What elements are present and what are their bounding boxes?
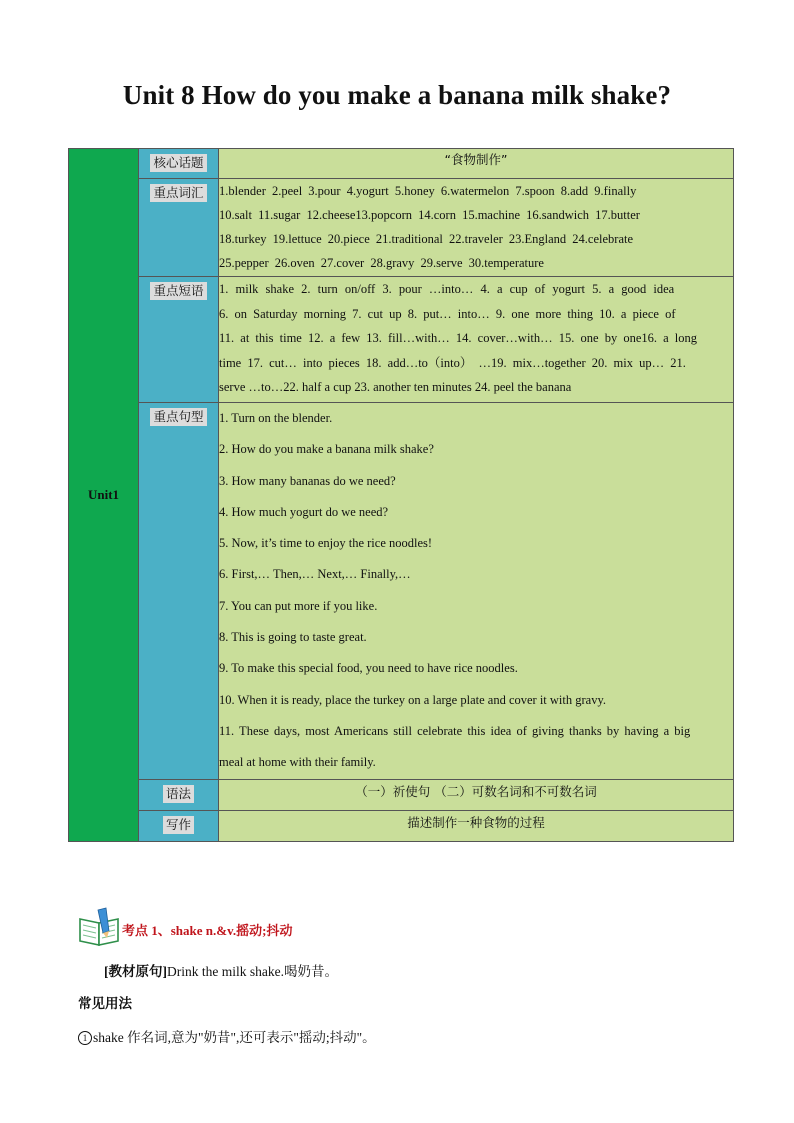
grammar-text: （一）祈使句 （二）可数名词和不可数名词 xyxy=(355,783,597,799)
label-sentences xyxy=(139,403,219,780)
vocab-line: 25.pepper 26.oven 27.cover 28.gravy 29.serve 30.temperature xyxy=(219,256,544,270)
phrase-line: 1. milk shake 2. turn on/off 3. pour …into… 4. a cup of yogurt 5. a good idea xyxy=(219,282,675,296)
sentences-content xyxy=(219,403,734,780)
label-writing-text: 写作 xyxy=(163,816,194,834)
writing-content xyxy=(219,810,734,841)
phrase-line: serve …to…22. half a cup 23. another ten minutes 24. peel the banana xyxy=(219,380,572,395)
sentence-item: 6. First,… Then,… Next,… Finally,… xyxy=(219,567,411,582)
sentence-item: 9. To make this special food, you need to have rice noodles. xyxy=(219,661,518,676)
label-phrases xyxy=(139,277,219,403)
circled-number: 1 xyxy=(78,1031,92,1045)
phrase-line: 6. on Saturday morning 7. cut up 8. put… into… 9. one more thing 10. a piece of xyxy=(219,306,676,321)
page-title: Unit 8 How do you make a banana milk shake? xyxy=(122,80,672,110)
label-topic-text: 核心话题 xyxy=(150,154,206,172)
grammar-content xyxy=(219,779,734,810)
original-label: [教材原句] xyxy=(104,964,167,979)
vocab-line: 10.salt 11.sugar 12.cheese13.popcorn 14.corn 15.machine 16.sandwich 17.butter xyxy=(219,208,640,222)
unit-cell xyxy=(69,149,139,842)
sentence-item: 2. How do you make a banana milk shake? xyxy=(219,442,434,457)
label-sentences-text: 重点句型 xyxy=(150,408,206,426)
usage-text: shake 作名词,意为"奶昔",还可表示"摇动;抖动"。 xyxy=(93,1030,376,1045)
usage-item xyxy=(78,1026,376,1046)
summary-table xyxy=(68,148,734,842)
topic-content xyxy=(219,149,734,179)
phrases-content xyxy=(219,277,734,403)
sentence-item: 10. When it is ready, place the turkey on a large plate and cover it with gravy. xyxy=(219,692,607,707)
sentence-item: 7. You can put more if you like. xyxy=(219,598,378,613)
label-grammar-text: 语法 xyxy=(163,785,194,803)
original-text: Drink the milk shake.喝奶昔。 xyxy=(167,964,338,979)
kaodian-title: 考点 1、shake n.&v.摇动;抖动 xyxy=(122,923,293,938)
label-phrases-text: 重点短语 xyxy=(150,282,206,300)
sentence-item: 3. How many bananas do we need? xyxy=(219,473,396,488)
sentence-item: 8. This is going to taste great. xyxy=(219,630,367,645)
common-usage-heading: 常见用法 xyxy=(78,996,132,1011)
vocab-line: 18.turkey 19.lettuce 20.piece 21.traditional 22.traveler 23.England 24.celebrate xyxy=(219,232,634,246)
sentence-item: meal at home with their family. xyxy=(219,755,376,770)
writing-text: 描述制作一种食物的过程 xyxy=(407,814,545,830)
vocab-line: 1.blender 2.peel 3.pour 4.yogurt 5.honey 6.watermelon 7.spoon 8.add 9.finally xyxy=(219,184,637,198)
topic-text: “食物制作” xyxy=(444,152,508,167)
label-vocab xyxy=(139,179,219,277)
sentence-item: 4. How much yogurt do we need? xyxy=(219,504,389,519)
label-writing xyxy=(139,810,219,841)
sentence-item: 1. Turn on the blender. xyxy=(219,411,333,425)
sentence-item: 11. These days, most Americans still celebrate this idea of giving thanks by having a big xyxy=(219,723,691,738)
phrase-line: 11. at this time 12. a few 13. fill…with… 14. cover…with… 15. one by one16. a long xyxy=(219,331,698,346)
label-topic xyxy=(139,149,219,179)
label-vocab-text: 重点词汇 xyxy=(150,184,206,202)
phrase-line: time 17. cut… into pieces 18. add…to（into） …19. mix…together 20. mix up… 21. xyxy=(219,355,686,370)
sentence-item: 5. Now, it’s time to enjoy the rice noodles! xyxy=(219,536,433,551)
original-sentence xyxy=(104,960,338,980)
label-grammar xyxy=(139,779,219,810)
book-pencil-icon xyxy=(78,907,122,947)
vocab-content xyxy=(219,179,734,277)
unit-label: Unit1 xyxy=(87,486,120,502)
